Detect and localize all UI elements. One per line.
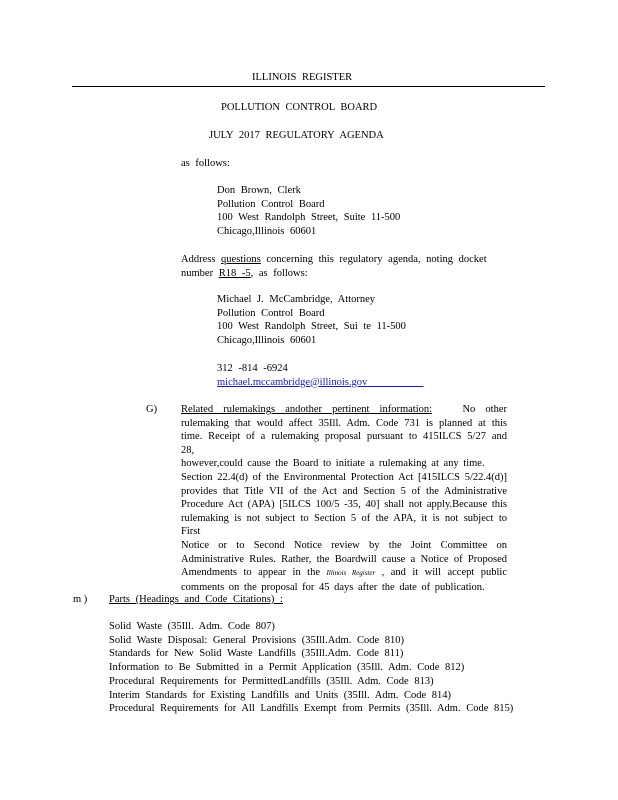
header-rule xyxy=(72,86,545,87)
section-g-paragraph2: Section 22.4(d) of the Environmental Protection Act [415ILCS 5/22.4(d)] provides that Title VII of the Act and Section 5 of the Administrative Procedure Act (APA) [5ILCS 100/5 -35, 40] shall not apply.Because this rulemaking is not subject to Section 5 of the APA, it is not subject to First Notice or to Second Notice review by the Joint Committee on Administrative Rules. Rather, the Boardwill cause a Notice of Proposed Amendments to appear in the Illinois Register , and it will accept public comments on the proposal for 45 days after the date of publication. xyxy=(181,472,507,593)
parts-list xyxy=(109,620,513,716)
section-m-heading: Parts (Headings and Code Citations) : xyxy=(109,594,283,605)
section-m-label: m ) xyxy=(73,594,88,605)
attorney-org: Pollution Control Board xyxy=(217,307,325,319)
attorney-city: Chicago,Illinois 60601 xyxy=(217,334,317,346)
journal-title: Illinois Register xyxy=(326,569,376,578)
attorney-street: 100 West Randolph Street, Sui te 11-500 xyxy=(217,321,406,333)
questions-underlined: questions xyxy=(221,254,261,265)
address-questions xyxy=(181,253,487,280)
attorney-contact xyxy=(217,362,423,389)
list-item: Procedural Requirements for All Landfills Exempt from Permits (35Ill. Adm. Code 815) xyxy=(109,703,514,715)
attorney-address xyxy=(217,293,406,347)
clerk-name: Don Brown, Clerk xyxy=(217,185,301,196)
clerk-address xyxy=(217,184,400,238)
section-g-label: G) xyxy=(146,404,158,415)
list-item: Solid Waste Disposal: General Provisions (35Ill.Adm. Code 810) xyxy=(109,634,404,646)
address-questions-line1: Address questions concerning this regulatory agenda, noting docket xyxy=(181,254,487,265)
address-questions-line2: number R18 -5, as follows: xyxy=(181,267,308,279)
clerk-street: 100 West Randolph Street, Suite 11-500 xyxy=(217,212,401,224)
docket-number: R18 -5 xyxy=(218,267,251,279)
section-g-heading: Related rulemakings andother pertinent information: xyxy=(181,404,433,415)
list-item: Information to Be Submitted in a Permit Application (35Ill. Adm. Code 812) xyxy=(109,662,465,674)
intro-text: as follows: xyxy=(181,158,230,169)
list-item: Procedural Requirements for PermittedLandfills (35Ill. Adm. Code 813) xyxy=(109,675,434,687)
attorney-name: Michael J. McCambridge, Attorney xyxy=(217,294,376,305)
list-item: Interim Standards for Existing Landfills and Units (35Ill. Adm. Code 814) xyxy=(109,689,452,701)
section-g-paragraph1: Related rulemakings andother pertinent information: No other rulemaking that would affect 35Ill. Adm. Code 731 is planned at this time. Receipt of a rulemaking proposal pursuant to 415ILCS 5/27 and 28, however,could cause the Board to initiate a rulemaking at any time. xyxy=(181,404,507,470)
clerk-city: Chicago,Illinois 60601 xyxy=(217,225,317,237)
agency-title: POLLUTION CONTROL BOARD xyxy=(221,102,378,113)
register-title: ILLINOIS REGISTER xyxy=(252,72,353,83)
clerk-org: Pollution Control Board xyxy=(217,198,325,210)
agenda-title: JULY 2017 REGULATORY AGENDA xyxy=(209,130,384,141)
attorney-email-link[interactable]: michael.mccambridge@illinois.gov xyxy=(217,376,368,388)
list-item: Solid Waste (35Ill. Adm. Code 807) xyxy=(109,621,275,632)
list-item: Standards for New Solid Waste Landfills (35Ill.Adm. Code 811) xyxy=(109,648,404,660)
attorney-phone: 312 -814 -6924 xyxy=(217,363,288,374)
